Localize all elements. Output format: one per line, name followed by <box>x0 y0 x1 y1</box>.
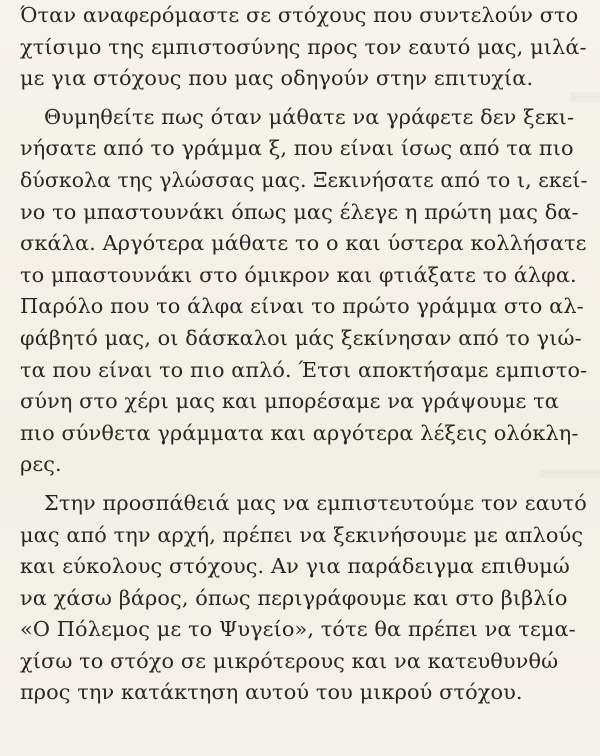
text-line: Όταν αναφερόμαστε σε στόχους που συντελούν στο <box>20 3 579 27</box>
paragraph-1 <box>20 0 592 95</box>
text-line: «Ο Πόλεμος με το Ψυγείο», τότε θα πρέπει να τεμα- <box>20 617 576 642</box>
paragraph-3 <box>20 488 592 709</box>
text-line: φάβητό μας, οι δάσκαλοι μάς ξεκίνησαν από το γιώ- <box>20 325 582 350</box>
text-line: να χάσω βάρος, όπως περιγράφουμε και στο βιβλίο <box>20 585 568 610</box>
text-line: Θυμηθείτε πως όταν μάθατε να γράφετε δεν ξεκι- <box>44 104 575 129</box>
text-line: νήσατε από το γράμμα ξ, που είναι ίσως από τα πιο <box>20 136 574 161</box>
text-line: τα που είναι το πιο απλό. Έτσι αποκτήσαμε εμπιστο- <box>20 357 588 382</box>
text-line: και εύκολους στόχους. Αν για παράδειγμα επιθυμώ <box>20 554 570 579</box>
body-text <box>20 0 592 709</box>
text-line: Στην προσπάθειά μας να εμπιστευτούμε τον εαυτό <box>44 490 587 515</box>
text-line: χτίσιμο της εμπιστοσύνης προς τον εαυτό μας, μιλά- <box>20 34 587 59</box>
text-line: μας από την αρχή, πρέπει να ξεκινήσουμε με απλούς <box>20 522 584 547</box>
text-line: σκάλα. Αργότερα μάθατε το ο και ύστερα κολλήσατε <box>20 231 587 256</box>
text-line: νο το μπαστουνάκι όπως μας έλεγε η πρώτη μας δα- <box>20 199 579 224</box>
text-line: Παρόλο που το άλφα είναι το πρώτο γράμμα στο αλ- <box>20 294 584 319</box>
text-line: το μπαστουνάκι στο όμικρον και φτιάξατε το άλφα. <box>20 262 577 287</box>
text-line: σύνη στο χέρι μας και μπορέσαμε να γράψουμε τα <box>20 389 559 414</box>
text-line: προς την κατάκτηση αυτού του μικρού στόχου. <box>20 680 523 705</box>
text-line: δύσκολα της γλώσσας μας. Ξεκινήσατε από το ι, εκεί- <box>20 167 588 192</box>
text-line: πιο σύνθετα γράμματα και αργότερα λέξεις ολόκλη- <box>20 420 579 445</box>
text-line: με για στόχους που μας οδηγούν στην επιτυχία. <box>20 66 534 91</box>
paragraph-2 <box>20 102 592 481</box>
text-line: ρες. <box>20 452 62 477</box>
text-line: χίσω το στόχο σε μικρότερους και να κατευθυνθώ <box>20 648 559 673</box>
